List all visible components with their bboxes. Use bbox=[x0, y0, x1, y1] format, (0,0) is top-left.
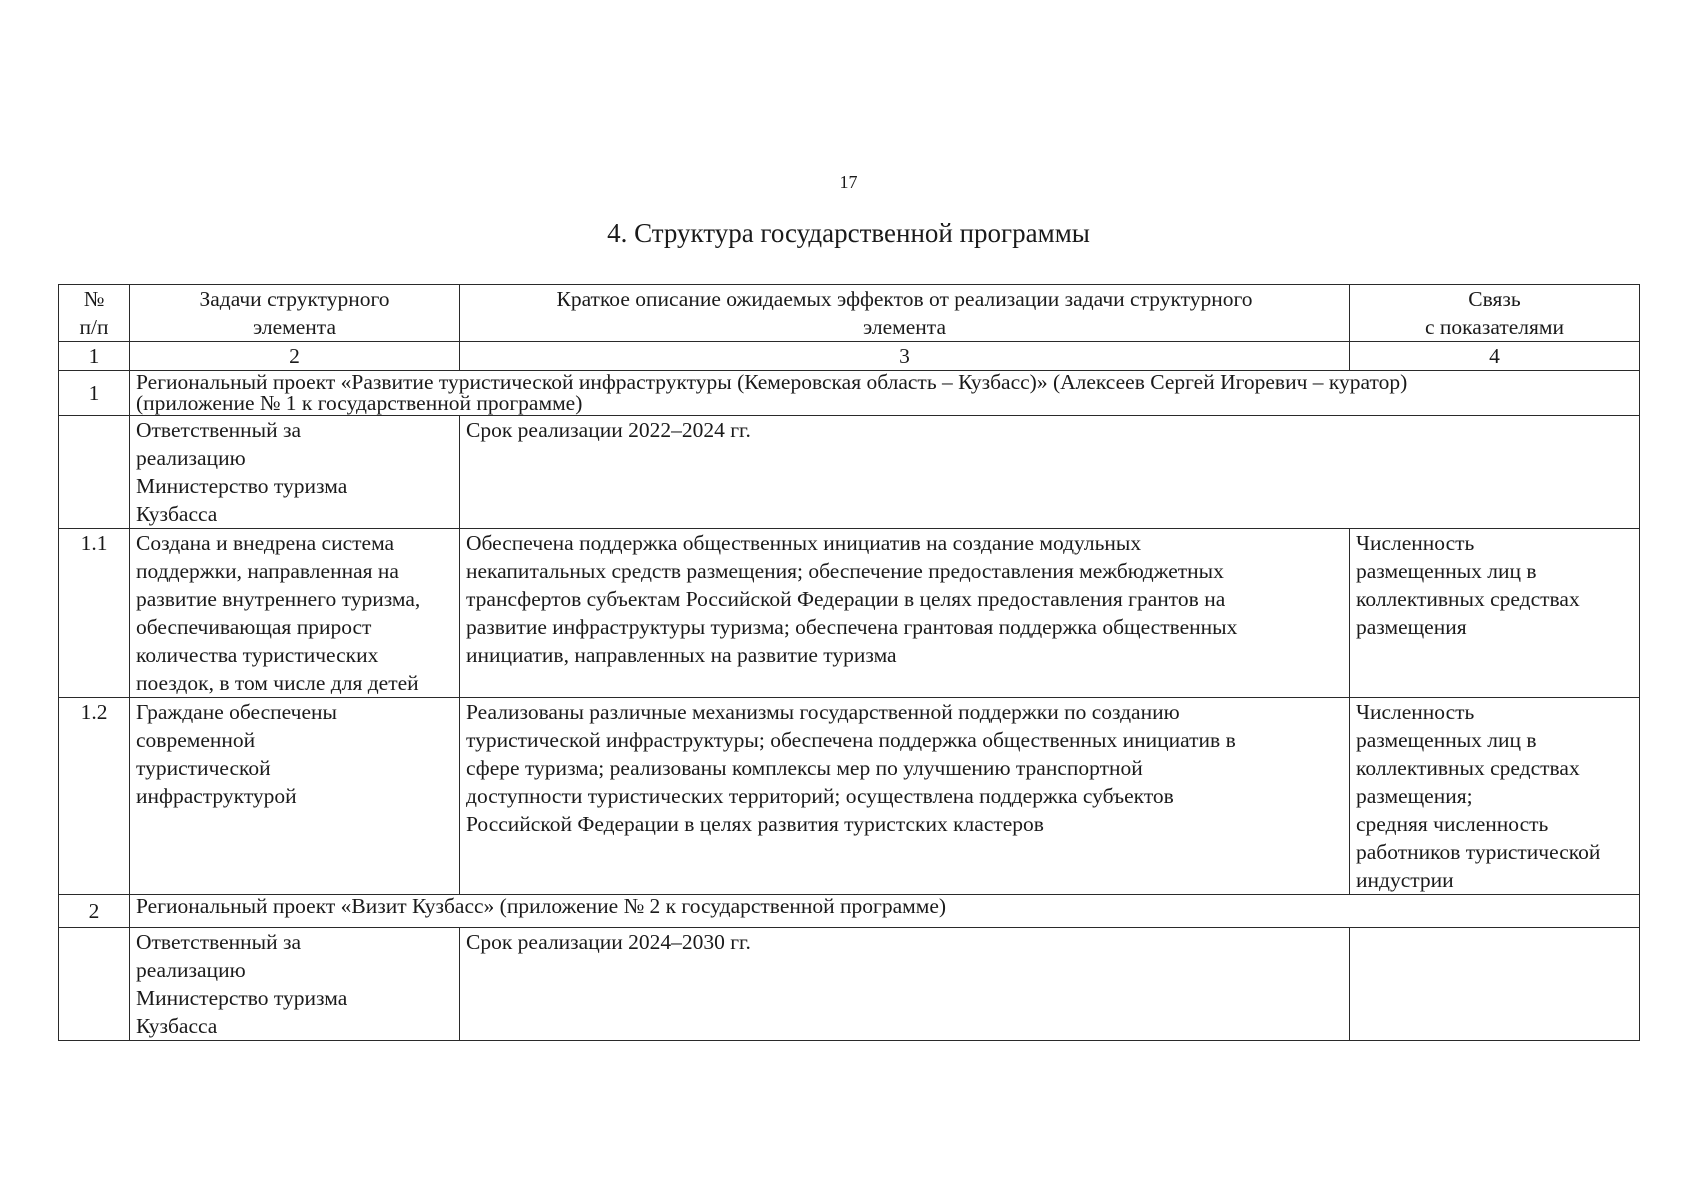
header-indicators: Связь с показателями bbox=[1350, 285, 1640, 342]
column-number: 1 bbox=[59, 342, 130, 371]
responsible-text: Ответственный за реализацию Министерство туризма Кузбасса bbox=[130, 416, 460, 529]
indicators-text: Численность размещенных лиц в коллективных средствах размещения bbox=[1350, 529, 1640, 698]
section-title: 4. Структура государственной программы bbox=[607, 218, 1090, 248]
header-task: Задачи структурного элемента bbox=[130, 285, 460, 342]
task-text: Граждане обеспечены современной туристической инфраструктурой bbox=[130, 698, 460, 895]
indicators-text: Численность размещенных лиц в коллективных средствах размещения; средняя численность работников туристической индустрии bbox=[1350, 698, 1640, 895]
project-number: 1 bbox=[59, 371, 130, 416]
page-number: 17 bbox=[839, 172, 858, 192]
description-text: Реализованы различные механизмы государственной поддержки по созданию туристической инфраструктуры; обеспечена поддержка общественных инициатив в сфере туризма; реализованы комплексы мер по улучшению транспортной доступности туристических территорий; осуществлена поддержка субъектов Российской Федерации в целях развития туристских кластеров bbox=[460, 698, 1350, 895]
project-row bbox=[59, 371, 1640, 416]
implementation-period: Срок реализации 2022–2024 гг. bbox=[460, 416, 1640, 529]
project-row bbox=[59, 895, 1640, 928]
header-description: Краткое описание ожидаемых эффектов от реализации задачи структурного элемента bbox=[460, 285, 1350, 342]
responsible-row bbox=[59, 416, 1640, 529]
task-text: Создана и внедрена система поддержки, направленная на развитие внутреннего туризма, обеспечивающая прирост количества туристических поездок, в том числе для детей bbox=[130, 529, 460, 698]
column-number: 4 bbox=[1350, 342, 1640, 371]
indicators-text bbox=[1350, 928, 1640, 1041]
row-number: 1.1 bbox=[59, 529, 130, 698]
column-number: 3 bbox=[460, 342, 1350, 371]
table-row bbox=[59, 529, 1640, 698]
project-number: 2 bbox=[59, 895, 130, 928]
header-number: № п/п bbox=[59, 285, 130, 342]
structure-table bbox=[58, 284, 1640, 1041]
responsible-text: Ответственный за реализацию Министерство туризма Кузбасса bbox=[130, 928, 460, 1041]
table-header-row bbox=[59, 285, 1640, 342]
row-number: 1.2 bbox=[59, 698, 130, 895]
empty-cell bbox=[59, 416, 130, 529]
description-text: Обеспечена поддержка общественных инициатив на создание модульных некапитальных средств размещения; обеспечение предоставления межбюджетных трансфертов субъектам Российской Федерации в целях предоставления грантов на развитие инфраструктуры туризма; обеспечена грантовая поддержка общественных инициатив, направленных на развитие туризма bbox=[460, 529, 1350, 698]
empty-cell bbox=[59, 928, 130, 1041]
column-number: 2 bbox=[130, 342, 460, 371]
project-title: Региональный проект «Развитие туристической инфраструктуры (Кемеровская область – Кузбасс)» (Алексеев Сергей Игоревич – куратор) (приложение № 1 к государственной программе) bbox=[130, 371, 1640, 416]
project-title: Региональный проект «Визит Кузбасс» (приложение № 2 к государственной программе) bbox=[130, 895, 1640, 928]
implementation-period: Срок реализации 2024–2030 гг. bbox=[460, 928, 1350, 1041]
table-row bbox=[59, 698, 1640, 895]
responsible-row bbox=[59, 928, 1640, 1041]
column-number-row bbox=[59, 342, 1640, 371]
